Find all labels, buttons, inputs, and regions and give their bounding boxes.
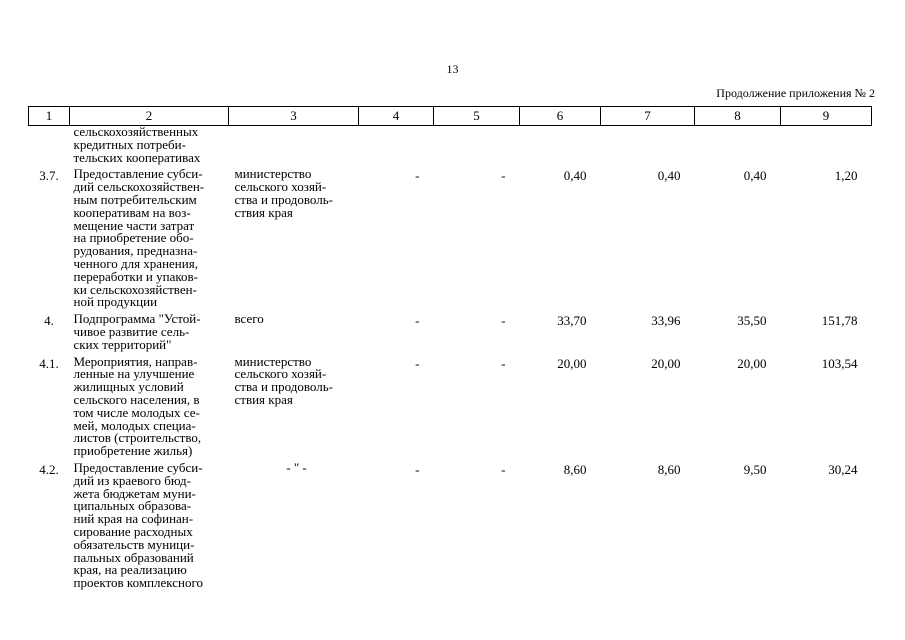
column-header: 7 bbox=[601, 107, 695, 126]
row-executor: всего bbox=[234, 311, 264, 327]
row-value-col5: - bbox=[501, 313, 506, 329]
column-header: 2 bbox=[70, 107, 229, 126]
row-value-col8: 35,50 bbox=[737, 313, 767, 329]
row-value-col8: 20,00 bbox=[737, 355, 767, 371]
row-executor: министерство сельского хозяй- ства и продоволь- ствия края bbox=[234, 353, 333, 407]
row-name: Предоставление субси- дий сельскохозяйствен- ным потребительским кооперативам на воз- мещение части затрат на приобретение обо- рудования, предназна- ченного для хранения, переработки и упаков- ки сельскохозяйствен- ной продукции bbox=[73, 166, 205, 310]
row-executor bbox=[229, 126, 359, 169]
column-header: 5 bbox=[434, 107, 520, 126]
column-header: 8 bbox=[695, 107, 781, 126]
row-value-col7: 33,96 bbox=[651, 313, 681, 329]
row-value-col8: 9,50 bbox=[743, 461, 767, 477]
row-value-col6: 33,70 bbox=[557, 313, 587, 329]
row-value-col5: - bbox=[501, 355, 506, 371]
row-value-col7: 0,40 bbox=[657, 168, 681, 184]
row-name: Мероприятия, направ- ленные на улучшение жилищных условий сельского населения, в том числе молодых се- мей, молодых специа- листов (строительство, приобретение жилья) bbox=[73, 353, 202, 459]
table-row bbox=[29, 126, 872, 169]
column-header: 3 bbox=[229, 107, 359, 126]
row-name: Подпрограмма "Устой- чивое развитие сель- ских территорий" bbox=[73, 311, 201, 352]
row-number: 4.2. bbox=[39, 461, 59, 477]
row-number: 3.7. bbox=[39, 168, 59, 184]
row-value-col9: 1,20 bbox=[834, 168, 858, 184]
row-value-col7 bbox=[601, 126, 695, 169]
row-value-col9: 151,78 bbox=[821, 313, 858, 329]
row-value-col5: - bbox=[501, 461, 506, 477]
row-executor: министерство сельского хозяй- ства и продоволь- ствия края bbox=[234, 166, 333, 220]
continuation-label: Продолжение приложения № 2 bbox=[716, 86, 875, 100]
row-value-col6: 0,40 bbox=[563, 168, 587, 184]
table-row bbox=[29, 462, 872, 594]
row-value-col4: - bbox=[415, 355, 420, 371]
row-value-col6: 8,60 bbox=[563, 461, 587, 477]
row-value-col6: 20,00 bbox=[557, 355, 587, 371]
row-value-col9: 103,54 bbox=[821, 355, 858, 371]
column-header: 4 bbox=[359, 107, 434, 126]
row-value-col4 bbox=[359, 126, 434, 169]
row-number: 4.1. bbox=[39, 355, 59, 371]
column-header: 6 bbox=[520, 107, 601, 126]
row-value-col4: - bbox=[415, 313, 420, 329]
column-header: 9 bbox=[781, 107, 872, 126]
row-value-col7: 20,00 bbox=[651, 355, 681, 371]
row-value-col7: 8,60 bbox=[657, 461, 681, 477]
row-value-col9 bbox=[781, 126, 872, 169]
row-value-col5: - bbox=[501, 168, 506, 184]
row-value-col4: - bbox=[415, 168, 420, 184]
row-value-col8 bbox=[695, 126, 781, 169]
table-row bbox=[29, 168, 872, 313]
row-value-col4: - bbox=[415, 461, 420, 477]
budget-table bbox=[28, 106, 872, 594]
row-value-col8: 0,40 bbox=[743, 168, 767, 184]
row-name: Предоставление субси- дий из краевого бюд- жета бюджетам муни- ципальных образова- ний края на софинан- сирование расходных обязательств муници- пальных образований края, на реализацию проектов комплексного bbox=[73, 459, 204, 591]
table-row bbox=[29, 356, 872, 462]
row-number: 4. bbox=[44, 313, 54, 329]
column-header: 1 bbox=[29, 107, 70, 126]
row-number bbox=[29, 126, 70, 169]
column-number-header-row bbox=[29, 107, 872, 126]
row-value-col6 bbox=[520, 126, 601, 169]
row-executor: - " - bbox=[286, 459, 307, 475]
row-value-col9: 30,24 bbox=[828, 461, 858, 477]
table-row bbox=[29, 313, 872, 355]
row-value-col5 bbox=[434, 126, 520, 169]
page-number: 13 bbox=[446, 62, 459, 76]
row-name: сельскохозяйственных кредитных потреби- тельских кооперативах bbox=[73, 124, 201, 165]
